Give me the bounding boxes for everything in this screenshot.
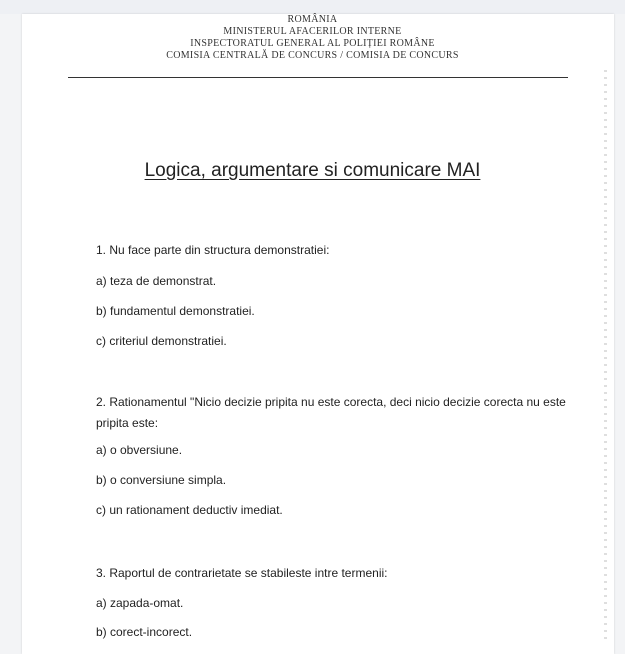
header-ministry: MINISTERUL AFACERILOR INTERNE: [223, 26, 402, 37]
answer-1b: b) fundamentul demonstratiei.: [96, 304, 255, 318]
answer-3b: b) corect-incorect.: [96, 625, 193, 639]
header-commission: COMISIA CENTRALĂ DE CONCURS / COMISIA DE CONCURS: [166, 50, 459, 61]
header-divider: [68, 77, 568, 78]
question-1: 1. Nu face parte din structura demonstratiei:: [96, 243, 330, 257]
header-country: ROMÂNIA: [287, 14, 338, 25]
question-3: 3. Raportul de contrarietate se stabileste intre termenii:: [96, 566, 388, 580]
answer-1a: a) teza de demonstrat.: [96, 274, 217, 288]
answer-2b: b) o conversiune simpla.: [96, 473, 227, 487]
answer-1c: c) criteriul demonstratiei.: [96, 334, 227, 348]
document-title: Logica, argumentare si comunicare MAI: [144, 160, 481, 181]
question-2: 2. Rationamentul "Nicio decizie pripita nu este corecta, deci nicio decizie corecta nu este pripita este:: [96, 395, 566, 430]
answer-2a: a) o obversiune.: [96, 443, 183, 457]
page-edge-shadow: [604, 70, 607, 640]
answer-2c: c) un rationament deductiv imediat.: [96, 503, 283, 517]
document-header: [0, 14, 625, 62]
viewer-top-strip: [0, 0, 625, 14]
header-inspectorate: INSPECTORATUL GENERAL AL POLIȚIEI ROMÂNE: [190, 38, 435, 49]
answer-3a: a) zapada-omat.: [96, 596, 184, 610]
